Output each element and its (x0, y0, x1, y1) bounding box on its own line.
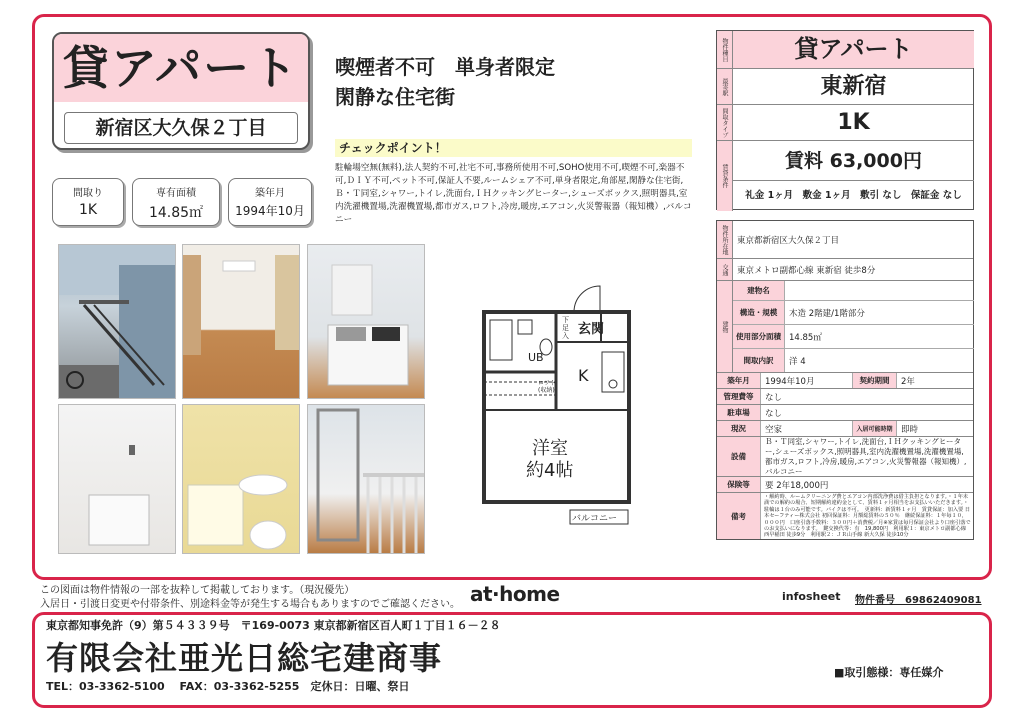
stat-area-key: 専有面積 (156, 188, 196, 199)
balcony-drawing (308, 405, 425, 554)
row-mgmt (717, 389, 973, 405)
checkpoint-body: 駐輪場空無(無料),法人契約不可,社宅不可,事務所使用不可,SOHO使用不可,喫煙不可,楽器不可,ＤＩＹ不可,ペット不可,保証人不要,ルームシェア不可,単身者限定,角部屋,閑静な住宅街,Ｂ・Ｔ同室,シャワー,トイレ,洗面台,ＩＨクッキングヒーター,シューズボックス,照明器具,室内洗濯機置場,洗濯機置場,都市ガス,ロフト,冷房,暖房,エアコン,火災警報器（報知機）,バルコニー (335, 163, 692, 225)
room-drawing (183, 245, 300, 399)
stat-built (228, 178, 312, 226)
info-station-label: 最寄駅 (717, 69, 733, 104)
stat-built-value: 1994年10月 (235, 204, 305, 218)
bath-drawing (183, 405, 300, 554)
row-notes (717, 493, 973, 539)
insurance-label: 保険等 (717, 477, 761, 492)
photo-laundry[interactable] (58, 404, 176, 554)
infosheet-label: infosheet (782, 590, 841, 603)
row-bldg-name (733, 281, 974, 301)
headline (335, 52, 555, 112)
address-short: 新宿区大久保２丁目 (64, 112, 298, 144)
struct-label: 構造・規模 (733, 301, 785, 324)
photo-kitchen[interactable] (307, 244, 425, 399)
notes-label: 備考 (717, 493, 761, 539)
info-table (716, 220, 974, 540)
area-value: 14.85㎡ (789, 332, 822, 343)
row-parking (717, 405, 973, 421)
area-label: 使用部分面積 (733, 325, 785, 348)
floor-plan (466, 272, 641, 527)
plan-ub: UB (528, 351, 544, 364)
building-label: 建物 (717, 281, 733, 372)
info-summary (716, 30, 974, 210)
transaction-type: ■取引態様：専任媒介 (834, 666, 944, 679)
parking-value: なし (765, 408, 783, 419)
row-address (717, 221, 973, 259)
checkpoint-title: チェックポイント！ (335, 139, 692, 157)
photo-balcony[interactable] (307, 404, 425, 554)
row-equip (717, 437, 973, 477)
plan-room-label: 洋室 (532, 438, 568, 459)
stat-built-key: 築年月 (255, 188, 285, 199)
parking-label: 駐車場 (717, 405, 761, 420)
bldg-name-label: 建物名 (733, 281, 785, 300)
info-cond-row (717, 141, 973, 211)
plan-kitchen: K (578, 366, 589, 385)
struct-value: 木造 2階建/1階部分 (789, 308, 865, 319)
info-station-value: 東新宿 (820, 74, 887, 99)
property-number: 物件番号 69862409081 (855, 595, 982, 606)
mgmt-label: 管理費等 (717, 389, 761, 404)
movein-value: 即時 (901, 424, 919, 435)
info-layout-value: 1K (837, 110, 870, 135)
info-type-row (717, 31, 973, 69)
row-traffic (717, 259, 973, 281)
contract-value: 2年 (901, 376, 915, 387)
plan-loft: ロフト(収納) (538, 380, 557, 394)
movein-label: 入居可能時期 (853, 421, 897, 436)
headline-line-1: 喫煙者不可 単身者限定 (335, 55, 555, 79)
mgmt-value: なし (765, 392, 783, 403)
row-struct (733, 301, 974, 325)
title-card (52, 32, 310, 150)
info-type-value: 貸アパート (733, 31, 974, 68)
plan-entrance: 玄関 (578, 322, 605, 337)
insurance-value: 要 2年18,000円 (765, 480, 829, 491)
company-contact: TEL：03-3362-5100 FAX：03-3362-5255 定休日：日曜、祭日 (46, 680, 410, 693)
exterior-drawing (59, 245, 176, 399)
rooms-value: 洋 4 (789, 356, 806, 367)
bldg-name-value (785, 281, 974, 300)
stat-area-value: 14.85㎡ (148, 205, 204, 221)
athome-logo: at·home (470, 582, 560, 606)
laundry-drawing (59, 405, 176, 554)
photo-bath[interactable] (182, 404, 300, 554)
address-label: 物件所在地 (717, 221, 733, 258)
stat-layout-key: 間取り (73, 188, 103, 199)
plan-shoebox: 下足入 (562, 316, 569, 340)
info-cond-label: 賃貸条件 (717, 141, 733, 211)
disclaimer-line-1: この図面は物件情報の一部を抜粋して掲載しております。（現況優先） (40, 585, 355, 596)
status-label: 現況 (717, 421, 761, 436)
info-layout-row (717, 105, 973, 141)
floor-plan-drawing (466, 272, 641, 527)
traffic-value: 東京メトロ副都心線 東新宿 徒歩8分 (737, 265, 876, 276)
headline-line-2: 閑静な住宅街 (335, 85, 455, 109)
stat-area (132, 178, 220, 226)
info-layout-label: 間取タイプ (717, 105, 733, 140)
stat-layout (52, 178, 124, 226)
info-station-row (717, 69, 973, 105)
disclaimer-line-2: 入居日・引渡日変更や付帯条件、別途料金等が発生する場合もありますのでご確認ください。 (40, 599, 460, 610)
info-rent: 賃料 63,000円 (733, 141, 974, 181)
contract-label: 契約期間 (853, 373, 897, 388)
license-line: 東京都知事免許（9）第５４３３９号 〒169-0073 東京都新宿区百人町１丁目１６－２８ (46, 619, 501, 632)
stat-layout-value: 1K (78, 202, 98, 218)
row-rooms (733, 349, 974, 372)
equip-label: 設備 (717, 437, 761, 476)
photo-exterior[interactable] (58, 244, 176, 399)
row-status (717, 421, 973, 437)
row-insurance (717, 477, 973, 493)
built-label: 築年月 (717, 373, 761, 388)
disclaimer (40, 584, 460, 612)
status-value: 空家 (761, 421, 853, 436)
row-area (733, 325, 974, 349)
photo-room[interactable] (182, 244, 300, 399)
address-value: 東京都新宿区大久保２丁目 (737, 235, 840, 246)
rooms-label: 間取内訳 (733, 349, 785, 372)
built-value: 1994年10月 (761, 373, 853, 388)
plan-room-size: 約4帖 (526, 460, 574, 481)
notes-value: ・解約時、ルームクリーニング費とエアコン内部洗浄費は借主負担となります。・１年未満での解約の場合、短期解約違約金として、賃料１ヶ月相当をお支払いいただきます。・駐輪は１台のみ可能です。バイクは不可。 更新料：新賃料１ヶ月 賃貸保証：加入要 日本セーフティー株式会社 初回保証料：月額総賃料の５０％ 継続保証料：１年毎１０，０００円 口座引落手数料：３００円＋消費税／月※家賃は毎月保証会社より口座引落でのお支払いになります。 鍵交換代等：有 19,800円 利用駅１：東京メトロ副都心線 西早稲田 徒歩9分 利用駅２：ＪＲ山手線 新大久保 徒歩10分 (764, 494, 971, 539)
row-building (717, 281, 973, 373)
traffic-label: 交通 (717, 259, 733, 280)
info-terms: 礼金 1ヶ月 敷金 1ヶ月 敷引 なし 保証金 なし (745, 190, 962, 201)
equip-value: Ｂ・Ｔ同室,シャワー,トイレ,洗面台,ＩＨクッキングヒーター,シューズボックス,照明器具,室内洗濯機置場,洗濯機置場,都市ガス,ロフト,冷房,暖房,エアコン,火災警報器（報知機）,バルコニー (765, 436, 967, 476)
plan-balcony: バルコニー (572, 514, 618, 524)
property-type-title: 貸アパート (54, 34, 308, 102)
company-name: 有限会社亜光日総宅建商事 (46, 639, 443, 677)
row-built (717, 373, 973, 389)
kitchen-drawing (308, 245, 425, 399)
info-type-label: 物件種目 (717, 31, 733, 68)
